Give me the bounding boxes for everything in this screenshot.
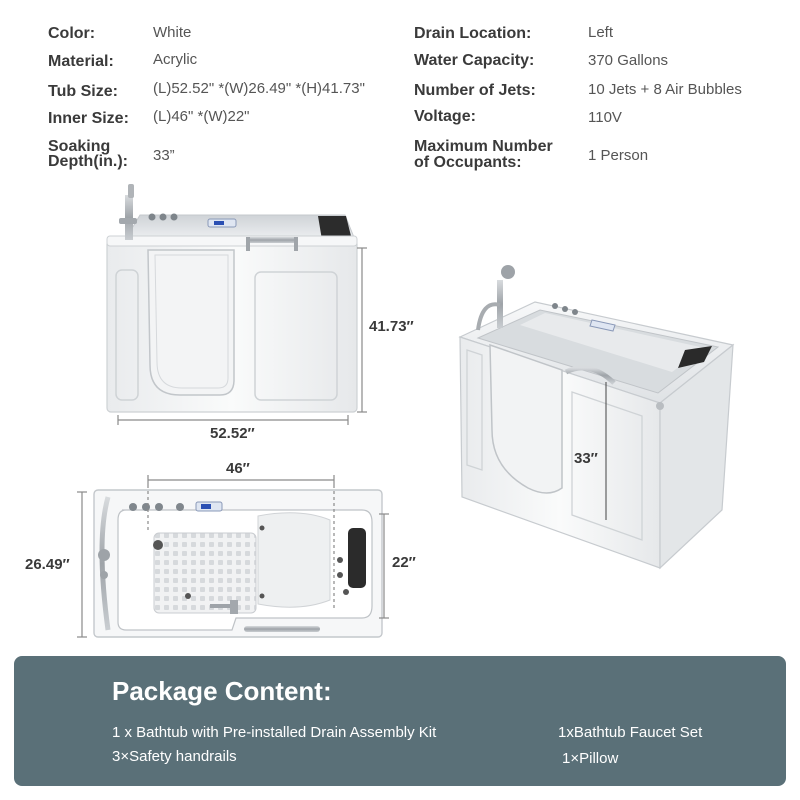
top-width-label: 26.49″ — [25, 556, 70, 573]
spec-value-max-occupants: 1 Person — [588, 147, 649, 164]
spec-label-drain-location: Drain Location: — [414, 25, 532, 42]
angled-depth-label: 33″ — [574, 450, 598, 467]
spec-value-water-capacity: 370 Gallons — [588, 52, 669, 69]
spec-value-soaking-depth: 33” — [153, 147, 175, 164]
front-height-label: 41.73″ — [369, 318, 414, 335]
spec-label-material: Material: — [48, 53, 114, 70]
top-width-dimension — [77, 492, 87, 637]
spec-label-water-capacity: Water Capacity: — [414, 52, 535, 69]
spec-label-inner-size: Inner Size: — [48, 110, 129, 127]
front-length-dimension — [118, 415, 348, 425]
package-item-pillow: 1×Pillow — [562, 750, 619, 767]
spec-value-color: White — [153, 24, 192, 41]
spec-value-voltage: 110V — [588, 109, 622, 126]
package-item-faucet-set: 1xBathtub Faucet Set — [558, 724, 703, 741]
top-inner-width-label: 22″ — [392, 554, 416, 571]
spec-label-color: Color: — [48, 25, 96, 42]
package-content-title: Package Content: — [112, 676, 332, 706]
package-item-handrails: 3×Safety handrails — [112, 748, 237, 765]
spec-label-max-occupants-line1: Maximum Number — [414, 138, 553, 155]
spec-label-tub-size: Tub Size: — [48, 83, 118, 100]
spec-label-soaking-depth-line2: Depth(in.): — [48, 153, 128, 170]
spec-label-number-of-jets: Number of Jets: — [414, 82, 536, 99]
front-height-dimension — [357, 248, 367, 412]
package-item-bathtub: 1 x Bathtub with Pre-installed Drain Assembly Kit — [112, 724, 437, 741]
spec-value-drain-location: Left — [588, 24, 614, 41]
spec-label-max-occupants-line2: of Occupants: — [414, 154, 522, 171]
front-view-tub — [107, 184, 357, 412]
spec-label-soaking-depth-line1: Soaking — [48, 138, 111, 155]
package-content-panel — [14, 656, 786, 786]
top-view-tub — [94, 490, 382, 637]
front-length-label: 52.52″ — [210, 425, 255, 442]
spec-value-material: Acrylic — [153, 51, 198, 68]
spec-value-inner-size: (L)46" *(W)22" — [153, 108, 250, 125]
spec-value-tub-size: (L)52.52" *(W)26.49" *(H)41.73" — [153, 80, 365, 97]
spec-value-number-of-jets: 10 Jets + 8 Air Bubbles — [588, 81, 742, 98]
angled-view-tub — [460, 265, 733, 568]
top-inner-length-label: 46″ — [226, 460, 250, 477]
spec-label-voltage: Voltage: — [414, 108, 476, 125]
